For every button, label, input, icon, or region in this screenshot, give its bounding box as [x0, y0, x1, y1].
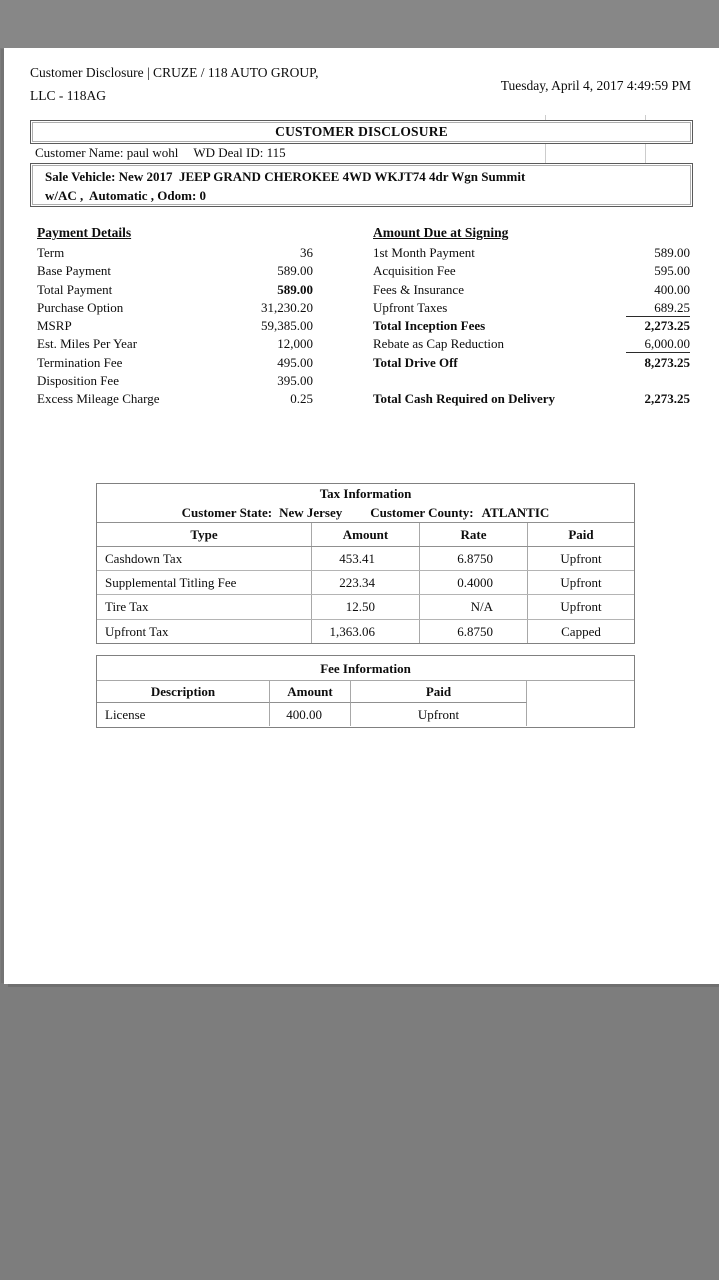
customer-name: Customer Name: paul wohl — [35, 145, 179, 160]
row-label: Base Payment — [37, 263, 112, 279]
column-header-rate: Rate — [420, 523, 528, 546]
page-bottom-shadow — [8, 984, 719, 987]
fee-table-header-row — [97, 681, 634, 703]
tax-cell-paid: Upfront — [560, 551, 602, 566]
tax-cell-paid: Upfront — [560, 575, 602, 591]
amount-due-row — [373, 354, 690, 372]
title-box — [30, 120, 693, 144]
row-label: Total Payment — [37, 281, 113, 297]
vehicle-description — [32, 165, 691, 205]
fee-information-table — [96, 655, 635, 728]
row-label: Disposition Fee — [37, 373, 119, 389]
document-header-datetime: Tuesday, April 4, 2017 4:49:59 PM — [500, 78, 691, 93]
customer-state-label: Customer State: — [181, 505, 273, 520]
tax-cell-rate: 6.8750 — [420, 547, 528, 570]
tax-row — [97, 571, 634, 595]
tax-cell-amount: 223.34 — [312, 571, 420, 594]
fee-cell-description: License — [97, 703, 270, 726]
row-value: 689.25 — [626, 299, 690, 317]
tax-table-subtitle — [97, 503, 634, 523]
row-label: Purchase Option — [37, 299, 124, 315]
tax-cell-rate: 6.8750 — [420, 620, 528, 643]
row-value: 589.00 — [654, 245, 690, 260]
fee-table-title: Fee Information — [97, 656, 634, 681]
tax-cell-type: Cashdown Tax — [97, 547, 312, 570]
customer-county-value: ATLANTIC — [481, 505, 550, 520]
tax-row — [97, 547, 634, 571]
payment-row — [37, 317, 313, 335]
tax-cell-rate: N/A — [420, 595, 528, 618]
payment-row — [37, 244, 313, 262]
amount-due-list — [373, 244, 690, 409]
column-header-amount: Amount — [312, 523, 420, 546]
row-value: 395.00 — [277, 373, 313, 389]
row-value: 589.00 — [277, 263, 313, 279]
customer-info-line — [35, 145, 286, 161]
row-label: Fees & Insurance — [373, 281, 464, 297]
row-value: 2,273.25 — [644, 318, 690, 334]
row-value: 400.00 — [654, 281, 690, 297]
row-value: 31,230.20 — [261, 299, 313, 315]
payment-row — [37, 299, 313, 317]
amount-due-heading: Amount Due at Signing — [373, 225, 509, 240]
tax-cell-type: Supplemental Titling Fee — [97, 571, 312, 594]
document-header-company — [30, 61, 318, 107]
tax-row — [97, 620, 634, 643]
amount-due-row — [373, 244, 690, 262]
payment-row — [37, 390, 313, 408]
payment-row — [37, 372, 313, 390]
row-label: 1st Month Payment — [373, 245, 475, 260]
payment-details-list — [37, 244, 313, 409]
payment-row — [37, 281, 313, 299]
row-value: 12,000 — [277, 336, 313, 352]
row-label: Total Drive Off — [373, 354, 458, 370]
customer-county-label: Customer County: — [370, 505, 474, 520]
row-label: Total Cash Required on Delivery — [373, 391, 556, 407]
row-value: 589.00 — [277, 281, 313, 297]
company-line-2: LLC - 118AG — [30, 88, 106, 103]
vehicle-box — [30, 163, 693, 207]
total-cash-row — [373, 390, 690, 408]
page-title: CUSTOMER DISCLOSURE — [32, 122, 691, 142]
row-label: Acquisition Fee — [373, 263, 456, 279]
row-value: 8,273.25 — [644, 354, 690, 370]
row-label: Term — [37, 245, 65, 260]
document-page — [4, 48, 719, 984]
tax-row — [97, 595, 634, 619]
row-value: 6,000.00 — [626, 335, 690, 353]
row-value: 36 — [300, 245, 313, 260]
amount-due-row — [373, 317, 690, 335]
tax-cell-amount: 12.50 — [312, 595, 420, 618]
tax-cell-amount: 453.41 — [312, 547, 420, 570]
viewer-top-band — [0, 0, 719, 48]
payment-row — [37, 262, 313, 280]
column-header-amount: Amount — [270, 681, 351, 703]
fee-cell-amount: 400.00 — [270, 703, 351, 726]
tax-information-table — [96, 483, 635, 644]
payment-row — [37, 354, 313, 372]
tax-cell-type: Tire Tax — [97, 595, 312, 618]
vehicle-line-2: w/AC , Automatic , Odom: 0 — [45, 188, 207, 203]
row-value: 595.00 — [654, 263, 690, 279]
fee-table-filler — [527, 703, 634, 726]
column-header-description: Description — [97, 681, 270, 703]
tax-table-header-row — [97, 523, 634, 547]
row-value: 59,385.00 — [261, 318, 313, 334]
vehicle-line-1: Sale Vehicle: New 2017 JEEP GRAND CHEROKEE 4WD WKJT74 4dr Wgn Summit — [45, 169, 526, 184]
company-line-1: Customer Disclosure | CRUZE / 118 AUTO GROUP, — [30, 65, 319, 80]
fee-row — [97, 703, 634, 726]
fee-table-filler — [527, 681, 634, 703]
deal-id: WD Deal ID: 115 — [193, 145, 286, 160]
row-value: 2,273.25 — [644, 391, 690, 407]
column-header-paid: Paid — [351, 681, 527, 703]
row-label: Est. Miles Per Year — [37, 336, 138, 352]
tax-table-title: Tax Information — [319, 486, 412, 501]
payment-row — [37, 335, 313, 353]
amount-due-row — [373, 299, 690, 317]
row-label: MSRP — [37, 318, 72, 334]
customer-state-value: New Jersey — [279, 505, 343, 520]
column-header-paid: Paid — [568, 527, 594, 542]
tax-cell-type: Upfront Tax — [97, 620, 312, 643]
row-label: Upfront Taxes — [373, 299, 448, 315]
column-header-type: Type — [97, 523, 312, 546]
amount-due-row — [373, 335, 690, 353]
row-label: Rebate as Cap Reduction — [373, 336, 505, 352]
row-label: Termination Fee — [37, 354, 123, 370]
row-value: 0.25 — [290, 391, 313, 407]
payment-details-heading: Payment Details — [37, 225, 132, 240]
row-label: Excess Mileage Charge — [37, 391, 160, 407]
tax-cell-paid: Capped — [561, 623, 601, 639]
row-value: 495.00 — [277, 354, 313, 370]
tax-cell-amount: 1,363.06 — [312, 620, 420, 643]
tax-cell-rate: 0.4000 — [420, 571, 528, 594]
amount-due-row — [373, 281, 690, 299]
tax-cell-paid: Upfront — [560, 599, 602, 615]
amount-due-row — [373, 262, 690, 280]
row-label: Total Inception Fees — [373, 318, 486, 334]
fee-cell-paid: Upfront — [351, 703, 527, 726]
